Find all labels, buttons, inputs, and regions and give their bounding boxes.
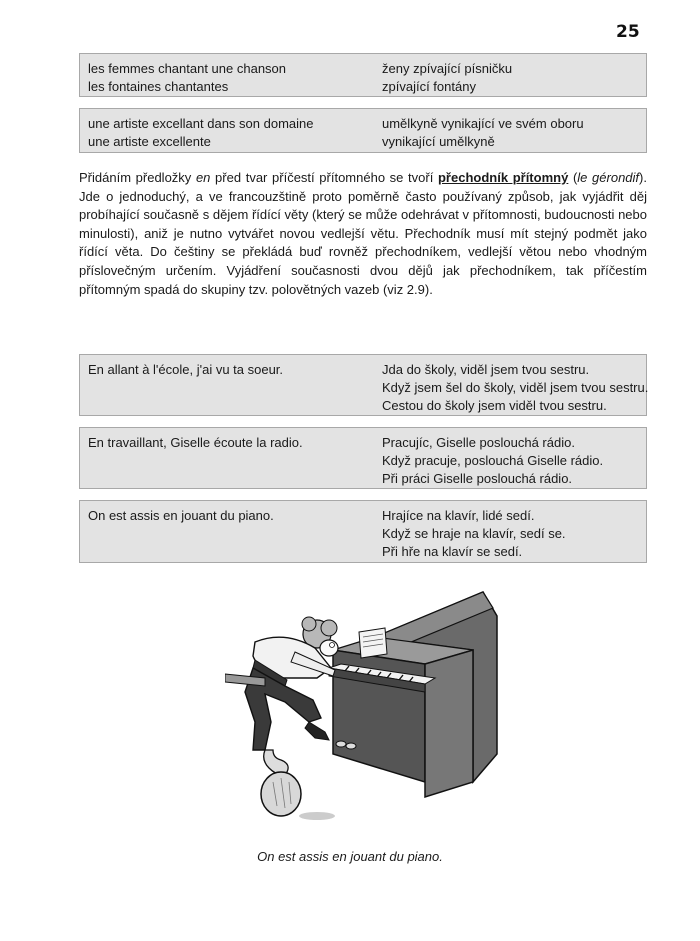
example-box-gerondif-3 (79, 500, 647, 563)
paragraph-text: ( (568, 170, 578, 185)
pianist (225, 617, 338, 820)
french-phrase: une artiste excellente (88, 134, 211, 149)
term-prechodnik: přechodník přítomný (437, 170, 569, 185)
czech-translation: Cestou do školy jsem viděl tvou sestru. (382, 398, 607, 413)
czech-translation: Při hře na klavír se sedí. (382, 544, 523, 559)
czech-translation: vynikající umělkyně (382, 134, 495, 149)
czech-translation: Když jsem šel do školy, viděl jsem tvou sestru. (382, 380, 649, 395)
french-sentence: En travaillant, Giselle écoute la radio. (88, 435, 303, 450)
paragraph-text: před tvar příčestí přítomného se tvoří (210, 170, 438, 185)
czech-translation: Když pracuje, poslouchá Giselle rádio. (382, 453, 604, 468)
french-sentence: On est assis en jouant du piano. (88, 508, 274, 523)
czech-translation: Hrajíce na klavír, lidé sedí. (382, 508, 535, 523)
paragraph-text: ). Jde o jednoduchý, a ve francouzštině proto poměrně často používaný způsob, jak vyjádřit děj probíhající současně s dějem řídící věty (který se může odehrávat v přítomnosti, budoucnosti nebo minulosti), aniž je nutno vytvářet novou vedlejší větu. Přechodník musí mít stejný podmět jako řídící věta. Do češtiny se překládá buď rovněž přechodníkem, vedlejší větou nebo vhodným příslovečným určením. Vyjádření současnosti dvou dějů jak přechodníkem, tak příčestím přítomným spadá do skupiny tzv. polovětných vazeb (viz 2.9). (79, 170, 647, 297)
page-number: 25 (616, 22, 640, 42)
czech-translation: ženy zpívající písničku (382, 61, 513, 76)
piano (329, 592, 497, 797)
paragraph-text: Přidáním předložky (79, 170, 196, 185)
preposition-en: en (195, 170, 211, 185)
czech-translation: Při práci Giselle poslouchá rádio. (382, 471, 573, 486)
example-box-participle-1 (79, 53, 647, 97)
term-gerondif: le gérondif (577, 170, 640, 185)
french-phrase: une artiste excellant dans son domaine (88, 116, 314, 131)
piano-player-illustration (225, 582, 525, 832)
french-phrase: les femmes chantant une chanson (88, 61, 287, 76)
example-box-participle-2 (79, 108, 647, 153)
czech-translation: Pracujíc, Giselle poslouchá rádio. (382, 435, 575, 450)
illustration-caption: On est assis en jouant du piano. (257, 849, 443, 864)
czech-translation: zpívající fontány (382, 79, 476, 94)
example-box-gerondif-2 (79, 427, 647, 489)
french-sentence: En allant à l'école, j'ai vu ta soeur. (88, 362, 284, 377)
czech-translation: Jda do školy, viděl jsem tvou sestru. (382, 362, 590, 377)
french-phrase: les fontaines chantantes (88, 79, 229, 94)
czech-translation: Když se hraje na klavír, sedí se. (382, 526, 566, 541)
czech-translation: umělkyně vynikající ve svém oboru (382, 116, 584, 131)
explanation-paragraph (79, 169, 647, 299)
example-box-gerondif-1 (79, 354, 647, 416)
